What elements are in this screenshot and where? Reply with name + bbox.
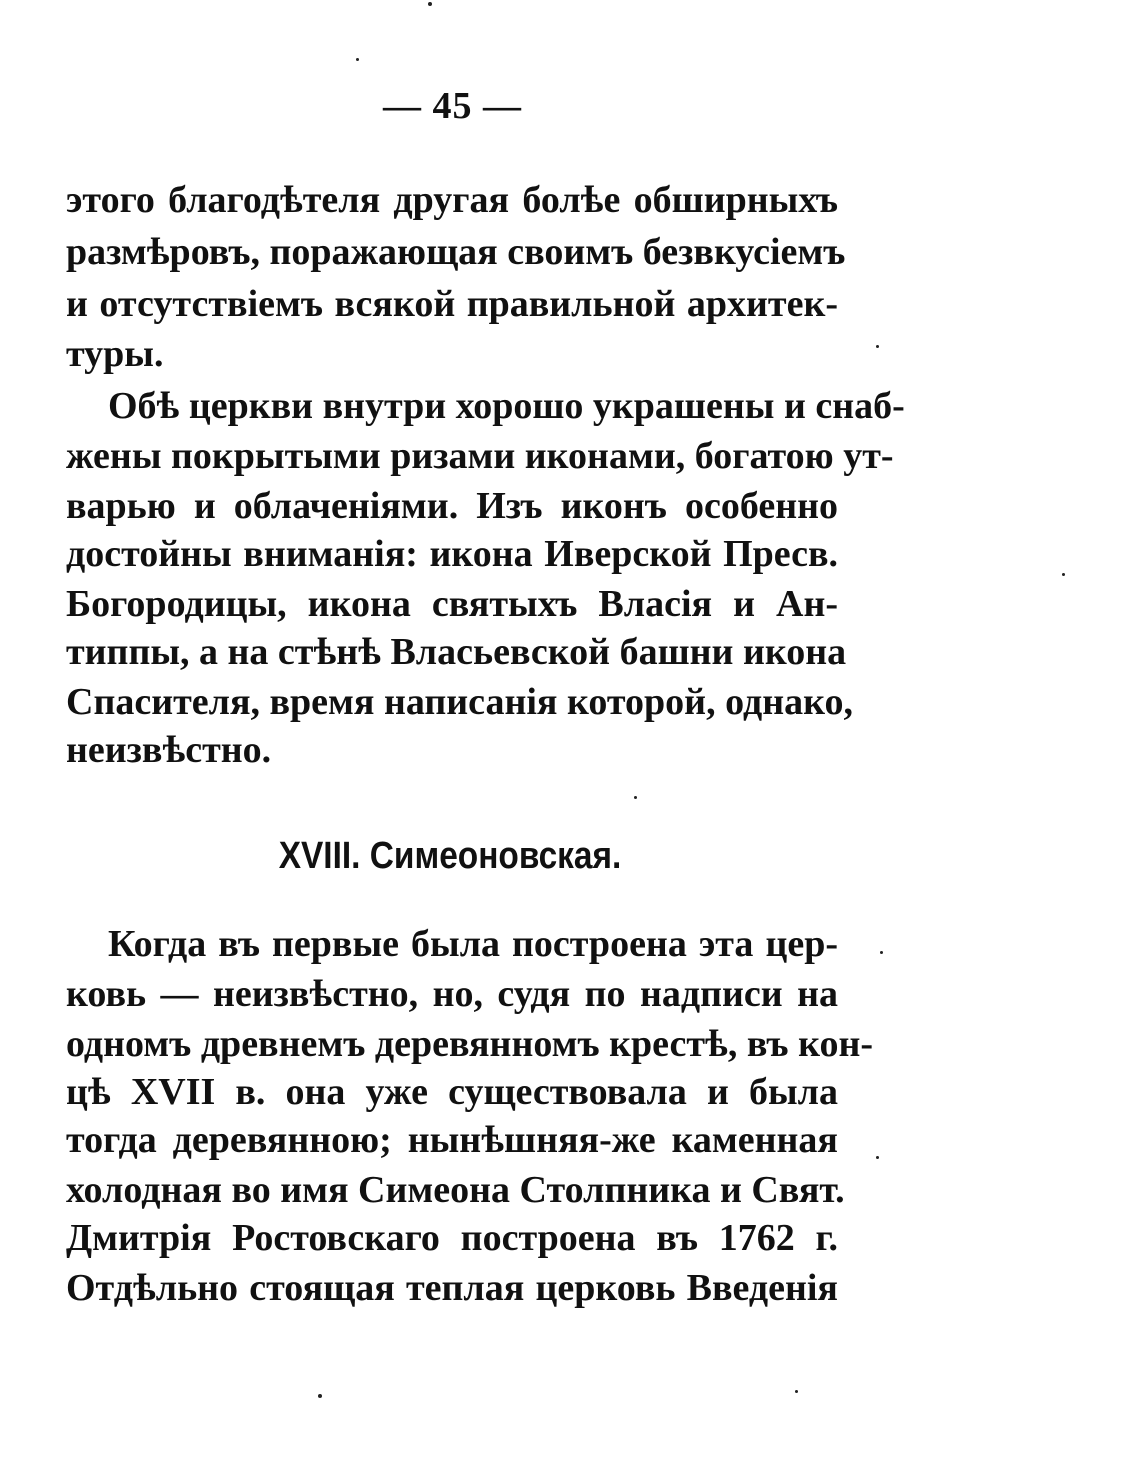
text-line: типпы, а на стѣнѣ Власьевской башни икона: [66, 631, 847, 673]
scan-speck: [634, 796, 637, 799]
text-line: Дмитрiя Ростовскаго построена въ 1762 г.: [66, 1217, 838, 1259]
scan-speck: [1062, 573, 1065, 576]
page-number: — 45 —: [383, 85, 522, 127]
text-line: цѣ XVII в. она уже существовала и была: [66, 1071, 838, 1113]
scan-speck: [356, 58, 359, 61]
text-line: туры.: [66, 333, 164, 375]
section-heading: XVIII. Симеоновская.: [278, 835, 622, 877]
text-line: неизвѣстно.: [66, 729, 272, 771]
text-line: Богородицы, икона святыхъ Власiя и Ан-: [66, 583, 838, 625]
text-line: одномъ древнемъ деревянномъ крестѣ, въ кон-: [66, 1023, 874, 1065]
scan-speck: [876, 345, 879, 348]
text-line: Когда въ первые была построена эта цер-: [108, 923, 838, 965]
text-line: и отсутствiемъ всякой правильной архитек-: [66, 283, 838, 325]
scan-speck: [880, 951, 883, 954]
text-line: тогда деревянною; нынѣшняя-же каменная: [66, 1119, 838, 1161]
text-line: этого благодѣтеля другая болѣе обширныхъ: [66, 179, 838, 221]
text-line: холодная во имя Симеона Столпника и Свят.: [66, 1169, 845, 1211]
scan-speck: [876, 1156, 879, 1159]
text-line: ковь — неизвѣстно, но, судя по надписи на: [66, 973, 838, 1015]
text-line: достойны вниманiя: икона Иверской Пресв.: [66, 533, 838, 575]
scan-speck: [795, 1390, 798, 1393]
text-line: Обѣ церкви внутри хорошо украшены и снаб-: [108, 385, 905, 427]
text-line: Отдѣльно стоящая теплая церковь Введенiя: [66, 1267, 838, 1309]
text-line: размѣровъ, поражающая своимъ безвкусiемъ: [66, 231, 846, 273]
scan-speck: [318, 1394, 322, 1398]
text-line: варью и облаченiями. Изъ иконъ особенно: [66, 485, 838, 527]
scan-speck: [428, 2, 432, 6]
text-line: жены покрытыми ризами иконами, богатою ут-: [66, 435, 894, 477]
text-line: Спасителя, время написанiя которой, однако,: [66, 681, 853, 723]
